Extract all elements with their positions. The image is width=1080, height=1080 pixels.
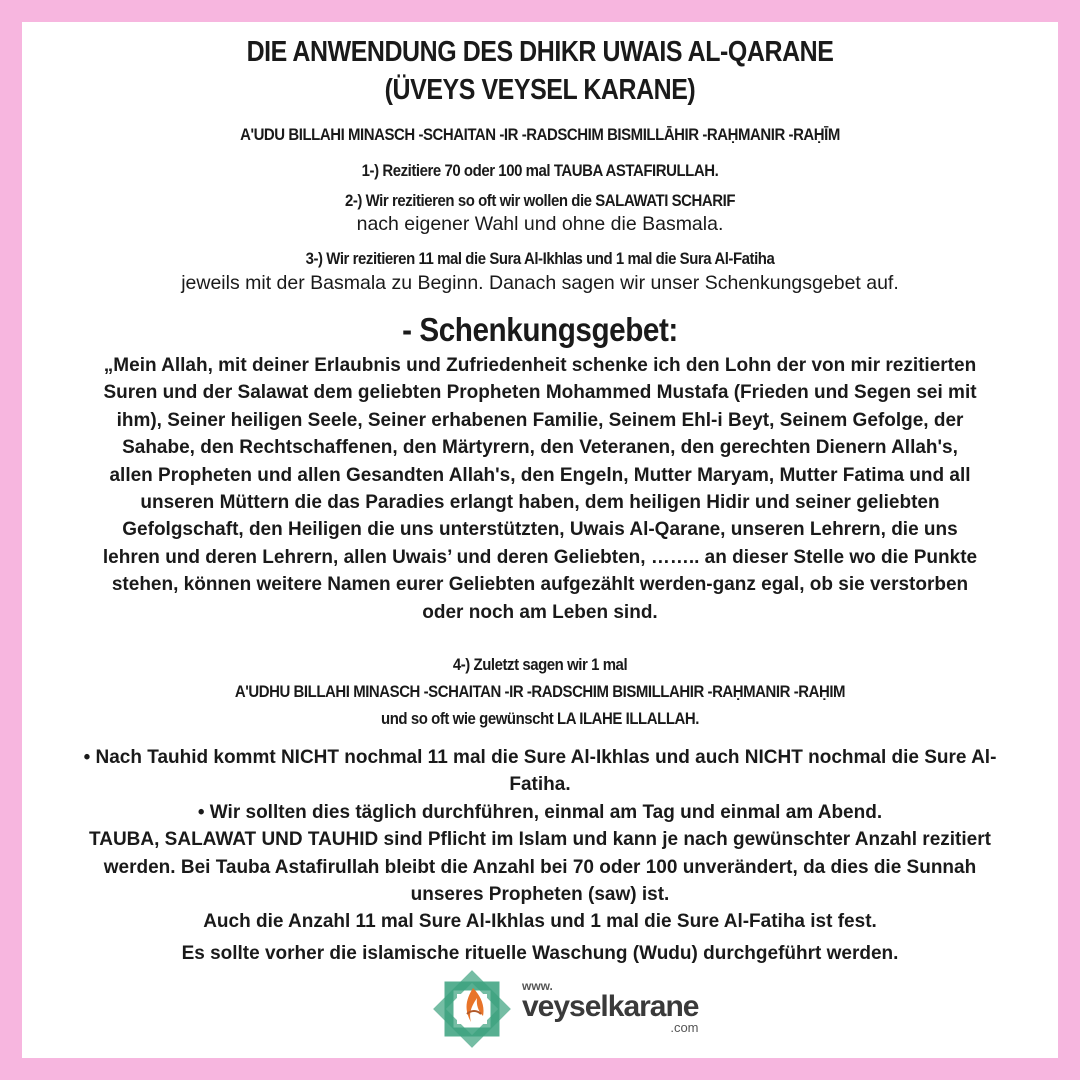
logo-tld: .com: [670, 1020, 699, 1035]
step-4-line-1: 4-) Zuletzt sagen wir 1 mal: [452, 655, 628, 674]
gift-prayer: „Mein Allah, mit deiner Erlaubnis und Zufriedenheit schenke ich den Lohn der von mir rezitierten Suren und der Salawat dem geliebten Propheten Mohammed Mustafa (Frieden und Segen sei mit ihm), Seiner heiligen Seele, Seiner erhabenen Familie, Seinem Ehl-i Beyt, Seinem Gefolge, der Sahabe, den Rechtschaffenen, den Märtyrern, den Veteranen, den gerechten Dienern Allah's, allen Propheten und allen Gesandten Allah's, den Engeln, Mutter Maryam, Mutter Fatima und all unseren Müttern die das Paradies erlangt haben, dem heiligen Hidir und seiner geliebten Gefolgschaft, den Heiligen die uns unterstützten, Uwais Al-Qarane, unseren Lehrern, die uns lehren und deren Lehrern, allen Uwais’ und deren Geliebten, …….. an dieser Stelle wo die Punkte stehen, können weitere Namen eurer Geliebten aufgezählt werden-ganz egal, ob sie verstorben oder noch am Leben sind.: [102, 355, 978, 623]
intro-formula: A'UDU BILLAHI MINASCH -SCHAITAN -IR -RADSCHIM BISMILLĀHIR -RAḤMANIR -RAḤĪM: [240, 125, 840, 144]
note-2: • Wir sollten dies täglich durchführen, einmal am Tag und einmal am Abend.: [197, 801, 883, 823]
step-4-line-2: A'UDHU BILLAHI MINASCH -SCHAITAN -IR -RADSCHIM BISMILLAHIR -RAḤMANIR -RAḤIM: [234, 682, 846, 701]
page-title-line-1: DIE ANWENDUNG DES DHIKR UWAIS AL-QARANE: [246, 36, 834, 68]
note-4: Auch die Anzahl 11 mal Sure Al-Ikhlas und 1 mal die Sure Al-Fatiha ist fest.: [203, 911, 877, 933]
step-3-text: jeweils mit der Basmala zu Beginn. Danach sagen wir unser Schenkungsgebet auf.: [181, 272, 899, 294]
step-4-line-3: und so oft wie gewünscht LA ILAHE ILLALLAH.: [381, 709, 699, 728]
logo-www: www.: [522, 979, 553, 993]
gift-heading: - Schenkungsgebet:: [402, 311, 678, 348]
step-2-text: nach eigener Wahl und ohne die Basmala.: [356, 213, 724, 235]
note-3: TAUBA, SALAWAT UND TAUHID sind Pflicht im Islam und kann je nach gewünschter Anzahl rezitiert werden. Bei Tauba Astafirullah bleibt die Anzahl bei 70 oder 100 unverändert, da dies die Sunnah unseres Propheten (saw) ist.: [89, 829, 991, 906]
step-1: 1-) Rezitiere 70 oder 100 mal TAUBA ASTAFIRULLAH.: [361, 161, 719, 180]
notes-section: [82, 744, 998, 967]
step-2-bold: 2-) Wir rezitieren so oft wir wollen die SALAWATI SCHARIF: [344, 191, 736, 210]
page-title-line-2: (ÜVEYS VEYSEL KARANE): [384, 74, 696, 106]
star-emblem-icon: [427, 964, 517, 1054]
page: [22, 22, 1058, 1058]
logo-name: veyselkarane: [522, 990, 699, 1023]
logo-text: [522, 980, 699, 1034]
note-5: Es sollte vorher die islamische rituelle Waschung (Wudu) durchgeführt werden.: [181, 942, 899, 964]
step-3-bold: 3-) Wir rezitieren 11 mal die Sura Al-Ikhlas und 1 mal die Sura Al-Fatiha: [305, 249, 775, 268]
note-1: • Nach Tauhid kommt NICHT nochmal 11 mal die Sure Al-Ikhlas und auch NICHT nochmal die Sure Al-Fatiha.: [83, 747, 997, 796]
brand-logo[interactable]: [427, 964, 699, 1054]
